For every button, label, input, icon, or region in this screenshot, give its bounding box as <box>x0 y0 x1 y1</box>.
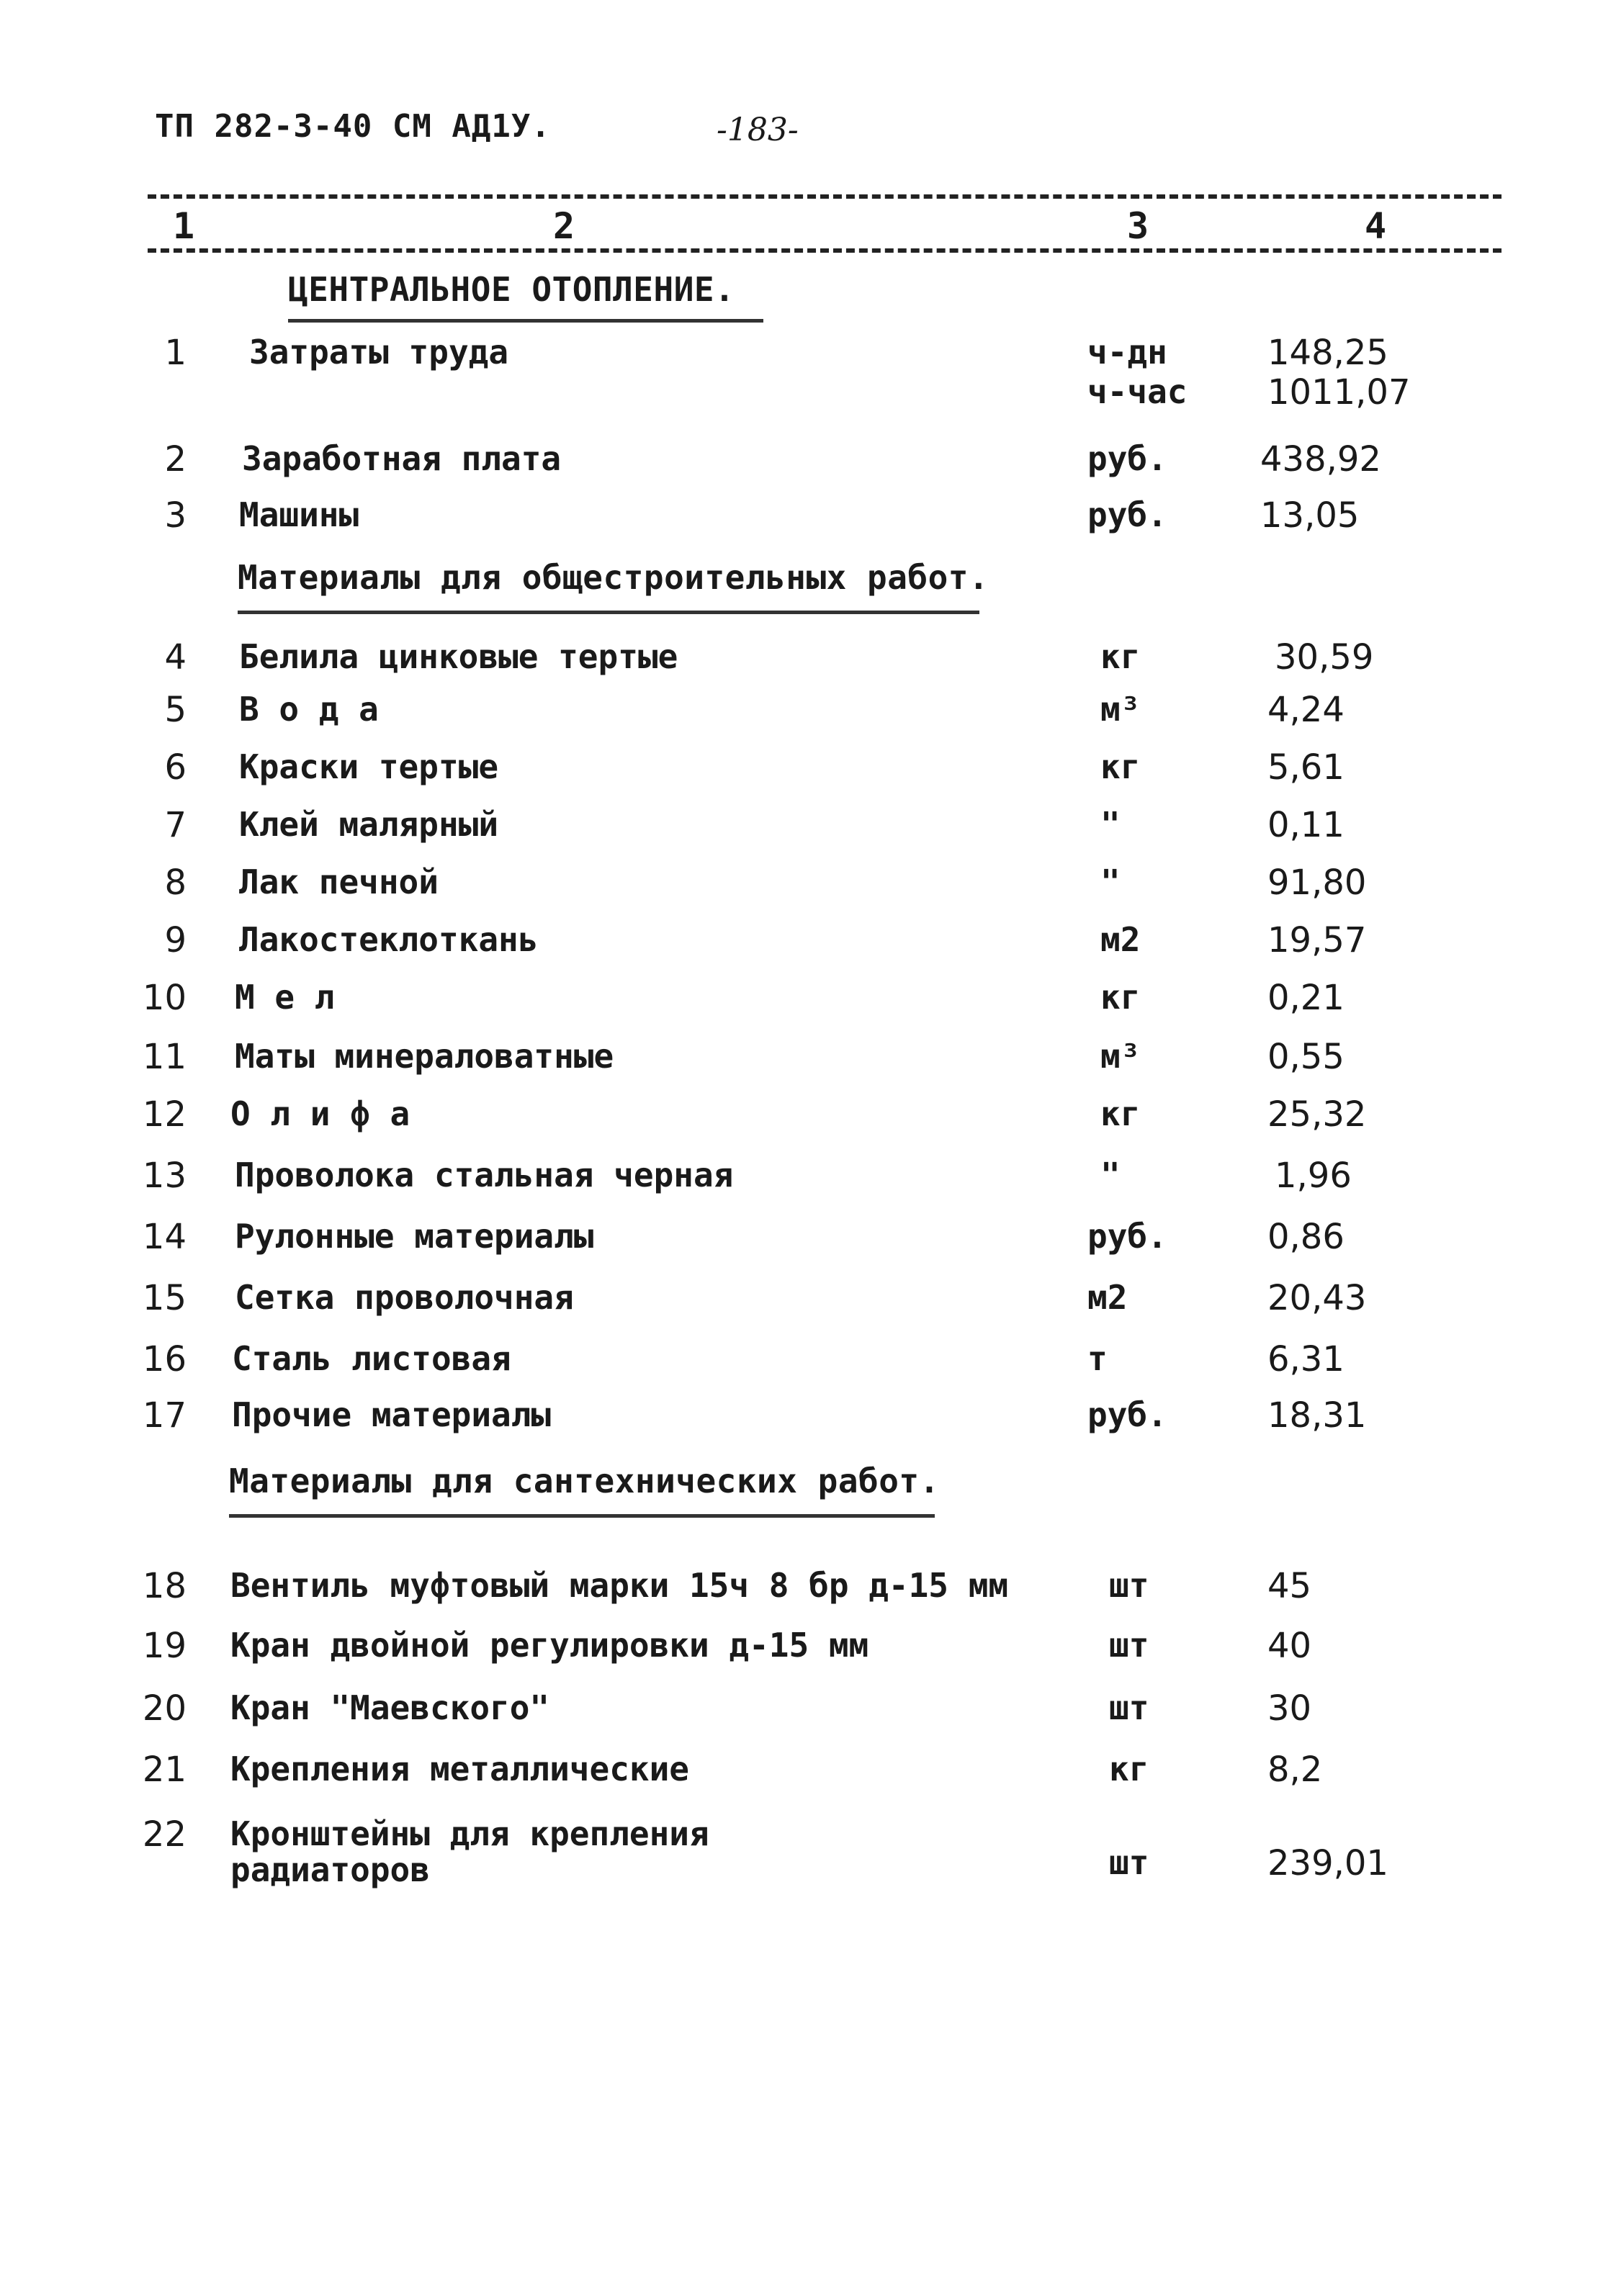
row-value: 438,92 <box>1260 439 1381 480</box>
table-row <box>0 920 1616 978</box>
row-value: 13,05 <box>1260 495 1360 536</box>
row-number: 3 <box>164 495 187 536</box>
table-row <box>0 1814 1616 1908</box>
row-unit: т <box>1087 1339 1108 1378</box>
row-unit: кг <box>1100 1094 1141 1133</box>
row-number: 13 <box>142 1156 187 1196</box>
row-unit: " <box>1100 805 1121 844</box>
row-value: 30,59 <box>1275 637 1374 677</box>
table-row <box>0 1626 1616 1683</box>
table-row <box>0 1339 1616 1397</box>
row-number: 8 <box>164 863 187 903</box>
row-value: 148,25 <box>1267 333 1388 373</box>
table-row <box>0 1688 1616 1746</box>
row-name: Белила цинковые тертые <box>239 637 678 676</box>
row-value-secondary: 1011,07 <box>1267 372 1411 413</box>
table-row <box>0 637 1616 695</box>
row-number: 10 <box>142 978 187 1018</box>
section-title-plumbing-materials: Материалы для сантехнических работ. <box>229 1462 940 1500</box>
header-divider-top <box>148 194 1501 199</box>
row-name: О л и ф а <box>230 1094 410 1133</box>
row-number: 9 <box>164 920 187 960</box>
row-name: Лак печной <box>239 863 439 901</box>
row-unit: шт <box>1109 1688 1149 1727</box>
row-number: 22 <box>142 1814 187 1855</box>
row-name: Затраты труда <box>249 333 509 372</box>
table-row <box>0 805 1616 863</box>
row-unit: шт <box>1109 1626 1149 1665</box>
row-value: 4,24 <box>1267 690 1345 730</box>
row-name: Лакостеклоткань <box>239 920 539 959</box>
row-name: В о д а <box>239 690 379 729</box>
row-unit-secondary: ч-час <box>1087 372 1188 411</box>
row-value: 30 <box>1267 1688 1312 1729</box>
row-unit: кг <box>1100 978 1141 1017</box>
row-name: Краски тертые <box>239 747 499 786</box>
row-unit: м2 <box>1087 1278 1128 1317</box>
row-name: Заработная плата <box>242 439 562 478</box>
row-name: Сталь листовая <box>232 1339 511 1378</box>
row-number: 11 <box>142 1037 187 1077</box>
table-row <box>0 747 1616 805</box>
row-number: 7 <box>164 805 187 845</box>
row-name: Крепления металлические <box>230 1750 689 1788</box>
row-number: 20 <box>142 1688 187 1729</box>
table-row <box>0 1566 1616 1624</box>
row-value: 18,31 <box>1267 1395 1367 1436</box>
row-unit: кг <box>1109 1750 1149 1788</box>
row-value: 1,96 <box>1275 1156 1352 1196</box>
row-unit: м2 <box>1100 920 1141 959</box>
row-unit: " <box>1100 1156 1121 1194</box>
section-underline <box>288 319 763 323</box>
row-number: 6 <box>164 747 187 788</box>
row-value: 0,55 <box>1267 1037 1345 1077</box>
section-title-heating: ЦЕНТРАЛЬНОЕ ОТОПЛЕНИЕ. <box>288 270 735 309</box>
row-unit: кг <box>1100 637 1141 676</box>
row-unit: руб. <box>1087 1395 1167 1434</box>
row-number: 5 <box>164 690 187 730</box>
row-value: 5,61 <box>1267 747 1345 788</box>
table-row <box>0 863 1616 920</box>
table-row <box>0 1037 1616 1094</box>
row-name: Прочие материалы <box>232 1395 552 1434</box>
row-name-continued: радиаторов <box>230 1850 430 1889</box>
row-value: 0,21 <box>1267 978 1345 1018</box>
row-value: 8,2 <box>1267 1750 1323 1790</box>
row-unit: руб. <box>1087 1217 1167 1256</box>
column-header-3: 3 <box>1127 205 1149 247</box>
row-value: 6,31 <box>1267 1339 1345 1379</box>
table-row <box>0 978 1616 1035</box>
row-value: 239,01 <box>1267 1843 1388 1883</box>
column-header-4: 4 <box>1365 205 1387 247</box>
table-row <box>0 1395 1616 1453</box>
row-name: М е л <box>235 978 335 1017</box>
table-row <box>0 1750 1616 1807</box>
row-number: 19 <box>142 1626 187 1666</box>
row-number: 12 <box>142 1094 187 1135</box>
row-unit: кг <box>1100 747 1141 786</box>
row-name: Кран "Маевского" <box>230 1688 550 1727</box>
row-unit: м³ <box>1100 1037 1141 1076</box>
table-row <box>0 690 1616 747</box>
header-divider-bottom <box>148 248 1501 253</box>
table-row <box>0 1217 1616 1274</box>
table-row <box>0 1094 1616 1152</box>
row-name: Рулонные материалы <box>235 1217 594 1256</box>
row-number: 2 <box>164 439 187 480</box>
row-unit: руб. <box>1087 439 1167 478</box>
row-unit: м³ <box>1100 690 1141 729</box>
table-row <box>0 439 1616 497</box>
row-value: 20,43 <box>1267 1278 1367 1318</box>
table-row <box>0 1156 1616 1213</box>
row-value: 45 <box>1267 1566 1312 1606</box>
row-number: 17 <box>142 1395 187 1436</box>
row-name: Маты минераловатные <box>235 1037 614 1076</box>
row-number: 21 <box>142 1750 187 1790</box>
section-underline <box>238 611 979 614</box>
row-value: 19,57 <box>1267 920 1367 960</box>
column-header-1: 1 <box>173 205 195 247</box>
row-value: 91,80 <box>1267 863 1367 903</box>
row-number: 18 <box>142 1566 187 1606</box>
row-name: Машины <box>239 495 359 534</box>
page-number: -183- <box>717 112 799 148</box>
row-name: Кронштейны для крепления <box>230 1814 709 1853</box>
row-unit: руб. <box>1087 495 1167 534</box>
section-title-general-materials: Материалы для общестроительных работ. <box>238 558 989 597</box>
row-name: Кран двойной регулировки д-15 мм <box>230 1626 869 1665</box>
row-number: 4 <box>164 637 187 677</box>
row-unit: ч-дн <box>1087 333 1167 372</box>
table-row <box>0 333 1616 413</box>
row-unit: шт <box>1109 1566 1149 1605</box>
row-name: Вентиль муфтовый марки 15ч 8 бр д-15 мм <box>230 1566 1009 1605</box>
row-number: 16 <box>142 1339 187 1379</box>
document-code: ТП 282-3-40 СМ АД1У. <box>155 108 551 145</box>
row-value: 0,86 <box>1267 1217 1345 1257</box>
table-row <box>0 495 1616 553</box>
row-name: Клей малярный <box>239 805 499 844</box>
row-number: 14 <box>142 1217 187 1257</box>
table-row <box>0 1278 1616 1336</box>
row-value: 40 <box>1267 1626 1312 1666</box>
section-underline <box>229 1514 935 1518</box>
row-name: Сетка проволочная <box>235 1278 574 1317</box>
column-header-2: 2 <box>553 205 575 247</box>
row-value: 25,32 <box>1267 1094 1367 1135</box>
row-unit: " <box>1100 863 1121 901</box>
row-unit: шт <box>1109 1843 1149 1882</box>
row-number: 1 <box>164 333 187 373</box>
row-value: 0,11 <box>1267 805 1345 845</box>
row-name: Проволока стальная черная <box>235 1156 734 1194</box>
row-number: 15 <box>142 1278 187 1318</box>
